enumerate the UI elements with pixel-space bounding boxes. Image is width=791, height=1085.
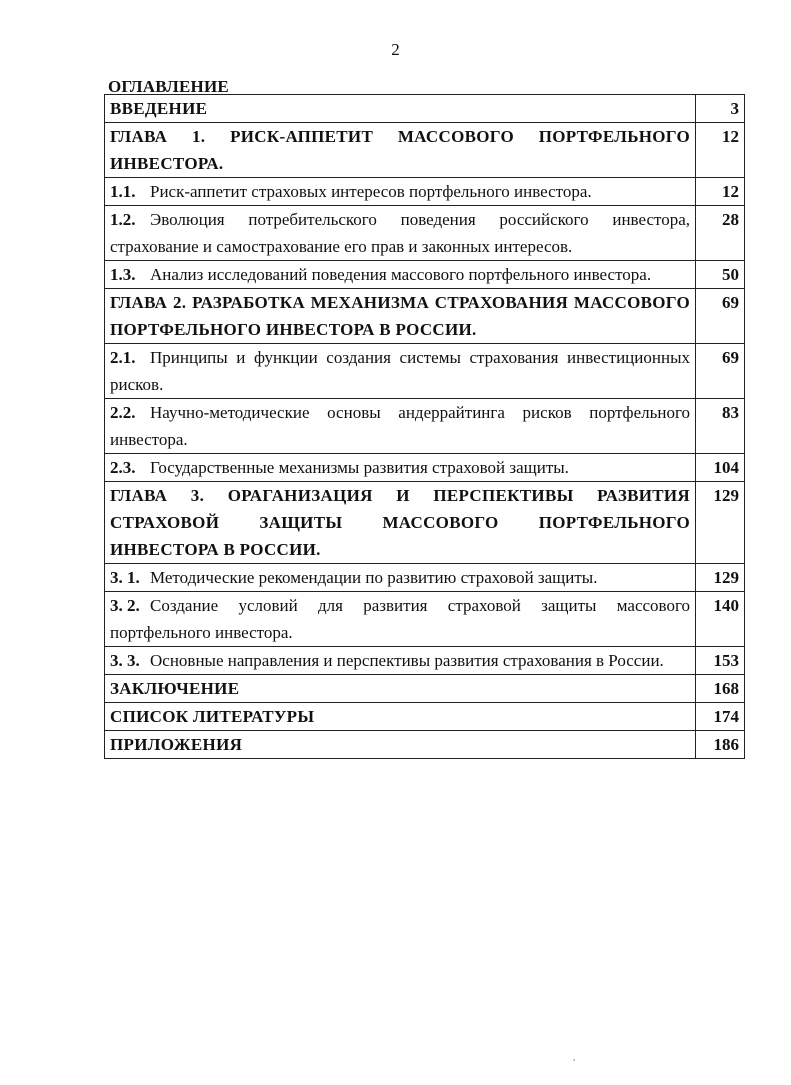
toc-entry-number: 1.2. [110,210,136,229]
toc-entry-title [105,95,696,123]
toc-entry-title [105,344,696,399]
toc-entry-text: Риск-аппетит страховых интересов портфельного инвестора. [150,182,592,201]
toc-entry-text: Создание условий для развития страховой защиты массового портфельного инвестора. [110,596,690,642]
toc-entry-page: 153 [696,647,745,675]
toc-entry-title [105,592,696,647]
toc-section-row [105,454,745,482]
toc-entry-text: Методические рекомендации по развитию страховой защиты. [150,568,598,587]
toc-entry-page: 69 [696,344,745,399]
toc-entry-number: 1.1. [110,182,136,201]
toc-entry-text: ГЛАВА 1. РИСК-АППЕТИТ МАССОВОГО ПОРТФЕЛЬНОГО ИНВЕСТОРА. [110,127,690,173]
toc-section-row [105,206,745,261]
toc-entry-text: ЗАКЛЮЧЕНИЕ [110,679,240,698]
toc-entry-title [105,399,696,454]
toc-entry-text: Государственные механизмы развития страховой защиты. [150,458,569,477]
toc-section-row [105,647,745,675]
toc-entry-title [105,454,696,482]
toc-chapter-row [105,703,745,731]
toc-entry-title [105,289,696,344]
toc-table [104,94,745,759]
toc-entry-number: 3. 1. [110,568,140,587]
toc-entry-title [105,703,696,731]
toc-entry-page: 186 [696,731,745,759]
toc-chapter-row [105,289,745,344]
toc-section-row [105,592,745,647]
toc-entry-text: ГЛАВА 3. ОРАГАНИЗАЦИЯ И ПЕРСПЕКТИВЫ РАЗВИТИЯ СТРАХОВОЙ ЗАЩИТЫ МАССОВОГО ПОРТФЕЛЬНОГО ИНВЕСТОРА В РОССИИ. [110,486,690,559]
toc-entry-page: 83 [696,399,745,454]
toc-entry-page: 3 [696,95,745,123]
scan-mark: ´ [571,1057,580,1070]
toc-chapter-row [105,731,745,759]
toc-entry-title [105,482,696,564]
toc-entry-number: 1.3. [110,265,136,284]
toc-section-row [105,261,745,289]
toc-entry-title [105,564,696,592]
toc-entry-number: 3. 2. [110,596,140,615]
toc-entry-title [105,178,696,206]
toc-section-row [105,178,745,206]
toc-entry-text: Принципы и функции создания системы страхования инвестиционных рисков. [110,348,690,394]
toc-entry-title [105,675,696,703]
toc-entry-text: Анализ исследований поведения массового портфельного инвестора. [150,265,652,284]
toc-entry-number: 2.3. [110,458,136,477]
toc-entry-page: 140 [696,592,745,647]
toc-entry-title [105,261,696,289]
toc-entry-page: 168 [696,675,745,703]
toc-entry-text: ГЛАВА 2. РАЗРАБОТКА МЕХАНИЗМА СТРАХОВАНИЯ МАССОВОГО ПОРТФЕЛЬНОГО ИНВЕСТОРА В РОССИИ. [110,293,690,339]
toc-entry-text: СПИСОК ЛИТЕРАТУРЫ [110,707,315,726]
toc-section-row [105,564,745,592]
toc-entry-number: 3. 3. [110,651,140,670]
toc-entry-title [105,206,696,261]
toc-entry-title [105,123,696,178]
toc-entry-page: 104 [696,454,745,482]
toc-entry-page: 69 [696,289,745,344]
toc-entry-title [105,731,696,759]
toc-entry-text: ВВЕДЕНИЕ [110,99,208,118]
toc-entry-page: 129 [696,482,745,564]
toc-entry-page: 129 [696,564,745,592]
toc-entry-number: 2.1. [110,348,136,367]
toc-entry-page: 174 [696,703,745,731]
toc-section-row [105,399,745,454]
toc-entry-text: Основные направления и перспективы развития страхования в России. [150,651,664,670]
toc-entry-text: Научно-методические основы андеррайтинга рисков портфельного инвестора. [110,403,690,449]
toc-chapter-row [105,675,745,703]
toc-heading: ОГЛАВЛЕНИЕ [108,77,229,96]
toc-entry-number: 2.2. [110,403,136,422]
toc-entry-page: 12 [696,178,745,206]
toc-section-row [105,344,745,399]
page-number: 2 [391,40,400,59]
toc-chapter-row [105,482,745,564]
toc-entry-text: ПРИЛОЖЕНИЯ [110,735,243,754]
toc-entry-page: 12 [696,123,745,178]
toc-entry-text: Эволюция потребительского поведения российского инвестора, страхование и самострахование его прав и законных интересов. [110,210,690,256]
toc-entry-title [105,647,696,675]
toc-chapter-row [105,123,745,178]
toc-entry-page: 50 [696,261,745,289]
toc-entry-page: 28 [696,206,745,261]
toc-chapter-row [105,95,745,123]
